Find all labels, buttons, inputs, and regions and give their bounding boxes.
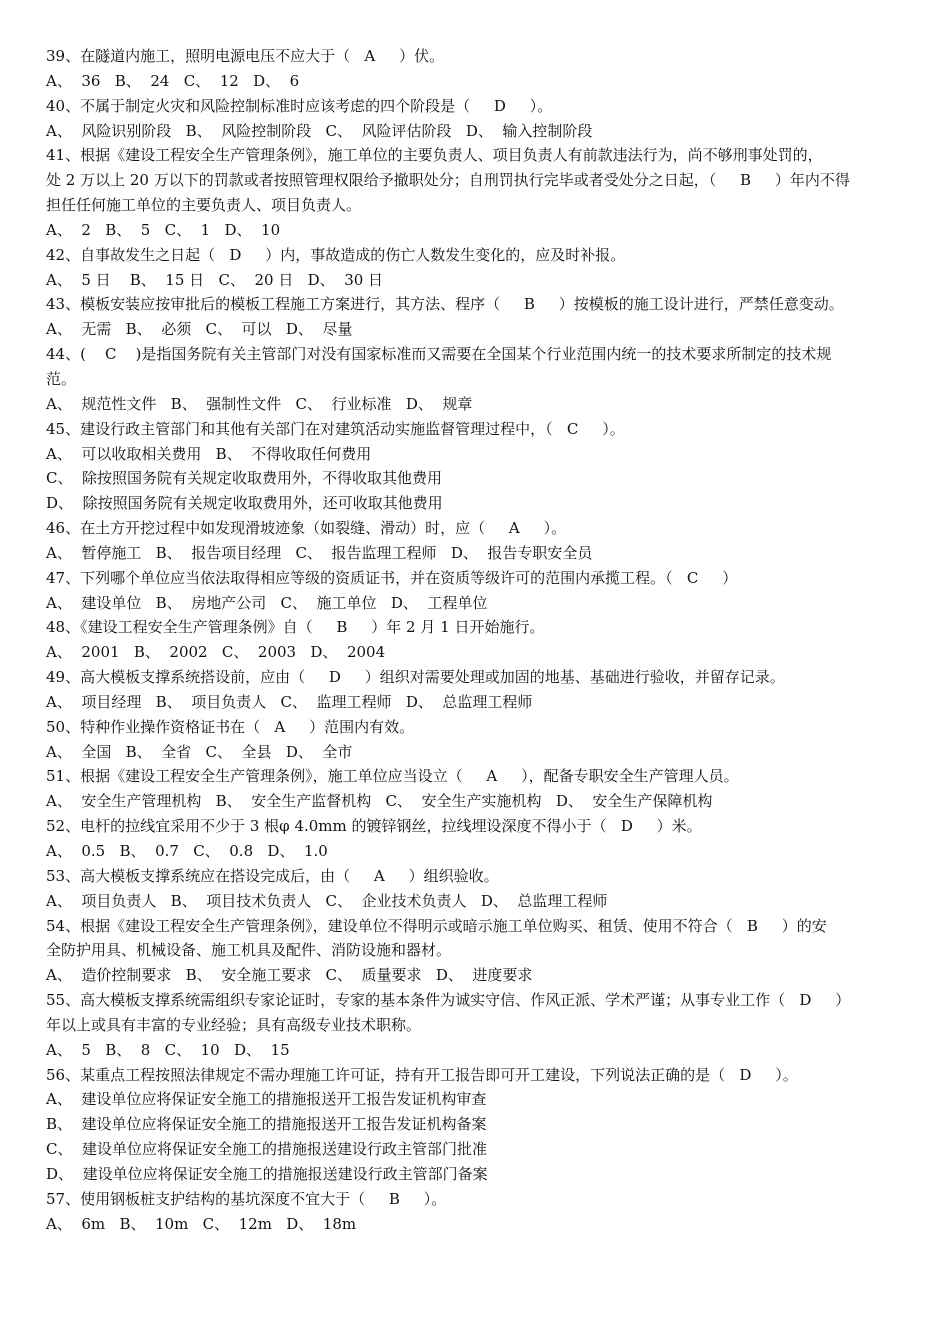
q41-options: A、 2 B、 5 C、 1 D、 10	[46, 220, 281, 239]
q40-question: 40、不属于制定火灾和风险控制标准时应该考虑的四个阶段是（ D ）。	[46, 96, 553, 115]
q41-question-line1: 41、根据《建设工程安全生产管理条例》，施工单位的主要负责人、项目负责人有前款违法行为，尚不够刑事处罚的，	[46, 146, 823, 165]
q54-question-line1: 54、根据《建设工程安全生产管理条例》，建设单位不得明示或暗示施工单位购买、租赁、使用不符合（ B ）的安	[46, 916, 827, 935]
q56-option-d: D、 建设单位应将保证安全施工的措施报送建设行政主管部门备案	[46, 1164, 488, 1183]
q49-options: A、 项目经理 B、 项目负责人 C、 监理工程师 D、 总监理工程师	[46, 692, 533, 711]
q54-options: A、 造价控制要求 B、 安全施工要求 C、 质量要求 D、 进度要求	[46, 966, 533, 985]
q57-question: 57、使用钢板桩支护结构的基坑深度不宜大于（ B ）。	[46, 1189, 447, 1208]
q42-options: A、 5 日 B、 15 日 C、 20 日 D、 30 日	[46, 270, 384, 289]
q44-question-line2: 范。	[46, 369, 77, 388]
q56-option-b: B、 建设单位应将保证安全施工的措施报送开工报告发证机构备案	[46, 1115, 487, 1134]
q47-options: A、 建设单位 B、 房地产公司 C、 施工单位 D、 工程单位	[46, 593, 488, 612]
q43-options: A、 无需 B、 必须 C、 可以 D、 尽量	[46, 320, 353, 339]
q41-question-line3: 担任任何施工单位的主要负责人、项目负责人。	[46, 196, 362, 215]
q47-question: 47、下列哪个单位应当依法取得相应等级的资质证书，并在资质等级许可的范围内承揽工程。（ C ）	[46, 568, 738, 587]
q53-options: A、 项目负责人 B、 项目技术负责人 C、 企业技术负责人 D、 总监理工程师	[46, 891, 608, 910]
q55-question-line2: 年以上或具有丰富的专业经验；具有高级专业技术职称。	[46, 1015, 422, 1034]
q45-options-ab: A、 可以收取相关费用 B、 不得收取任何费用	[46, 444, 372, 463]
q48-question: 48、《建设工程安全生产管理条例》自（ B ）年 2 月 1 日开始施行。	[46, 618, 545, 637]
q42-question: 42、自事故发生之日起（ D ）内，事故造成的伤亡人数发生变化的，应及时补报。	[46, 245, 626, 264]
q46-options: A、 暂停施工 B、 报告项目经理 C、 报告监理工程师 D、 报告专职安全员	[46, 543, 593, 562]
q39-options: A、 36 B、 24 C、 12 D、 6	[46, 71, 300, 90]
q56-question: 56、某重点工程按照法律规定不需办理施工许可证，持有开工报告即可开工建设，下列说法正确的是（ D ）。	[46, 1065, 798, 1084]
q49-question: 49、高大模板支撑系统搭设前，应由（ D ）组织对需要处理或加固的地基、基础进行验收，并留存记录。	[46, 668, 785, 687]
q56-option-c: C、 建设单位应将保证安全施工的措施报送建设行政主管部门批准	[46, 1140, 488, 1159]
q54-question-line2: 全防护用具、机械设备、施工机具及配件、消防设施和器材。	[46, 941, 452, 960]
q56-option-a: A、 建设单位应将保证安全施工的措施报送开工报告发证机构审查	[46, 1090, 487, 1109]
q44-options: A、 规范性文件 B、 强制性文件 C、 行业标准 D、 规章	[46, 394, 473, 413]
q50-options: A、 全国 B、 全省 C、 全县 D、 全市	[46, 742, 353, 761]
q53-question: 53、高大模板支撑系统应在搭设完成后，由（ A ）组织验收。	[46, 866, 499, 885]
q45-option-c: C、 除按照国务院有关规定收取费用外，不得收取其他费用	[46, 469, 443, 488]
q57-options: A、 6m B、 10m C、 12m D、 18m	[46, 1214, 357, 1233]
q45-question: 45、建设行政主管部门和其他有关部门在对建筑活动实施监督管理过程中，（ C ）。	[46, 419, 625, 438]
q55-question-line1: 55、高大模板支撑系统需组织专家论证时，专家的基本条件为诚实守信、作风正派、学术严谨；从事专业工作（ D ）	[46, 991, 851, 1010]
q48-options: A、 2001 B、 2002 C、 2003 D、 2004	[46, 643, 386, 662]
q46-question: 46、在土方开挖过程中如发现滑坡迹象（如裂缝、滑动）时，应（ A ）。	[46, 519, 567, 538]
q52-options: A、 0.5 B、 0.7 C、 0.8 D、 1.0	[46, 842, 328, 860]
q45-option-d: D、 除按照国务院有关规定收取费用外，还可收取其他费用	[46, 494, 443, 513]
q41-question-line2: 处 2 万以上 20 万以下的罚款或者按照管理权限给予撤职处分；自刑罚执行完毕或者受处分之日起，（ B ）年内不得	[46, 171, 850, 190]
q51-options: A、 安全生产管理机构 B、 安全生产监督机构 C、 安全生产实施机构 D、 安全生产保障机构	[46, 792, 713, 811]
q44-question-line1: 44、( C )是指国务院有关主管部门对没有国家标准而又需要在全国某个行业范围内统一的技术要求所制定的技术规	[46, 345, 832, 364]
q55-options: A、 5 B、 8 C、 10 D、 15	[46, 1040, 290, 1059]
q43-question: 43、模板安装应按审批后的模板工程施工方案进行，其方法、程序（ B ）按模板的施工设计进行，严禁任意变动。	[46, 295, 844, 314]
q50-question: 50、特种作业操作资格证书在（ A ）范围内有效。	[46, 717, 415, 736]
q39-question: 39、在隧道内施工，照明电源电压不应大于（ A ）伏。	[46, 47, 445, 65]
q51-question: 51、根据《建设工程安全生产管理条例》，施工单位应当设立（ A ），配备专职安全生产管理人员。	[46, 767, 739, 786]
q52-question: 52、电杆的拉线宜采用不少于 3 根φ 4.0mm 的镀锌钢丝，拉线埋设深度不得小于（ D ）米。	[46, 817, 702, 836]
q40-options: A、 风险识别阶段 B、 风险控制阶段 C、 风险评估阶段 D、 输入控制阶段	[46, 121, 593, 140]
